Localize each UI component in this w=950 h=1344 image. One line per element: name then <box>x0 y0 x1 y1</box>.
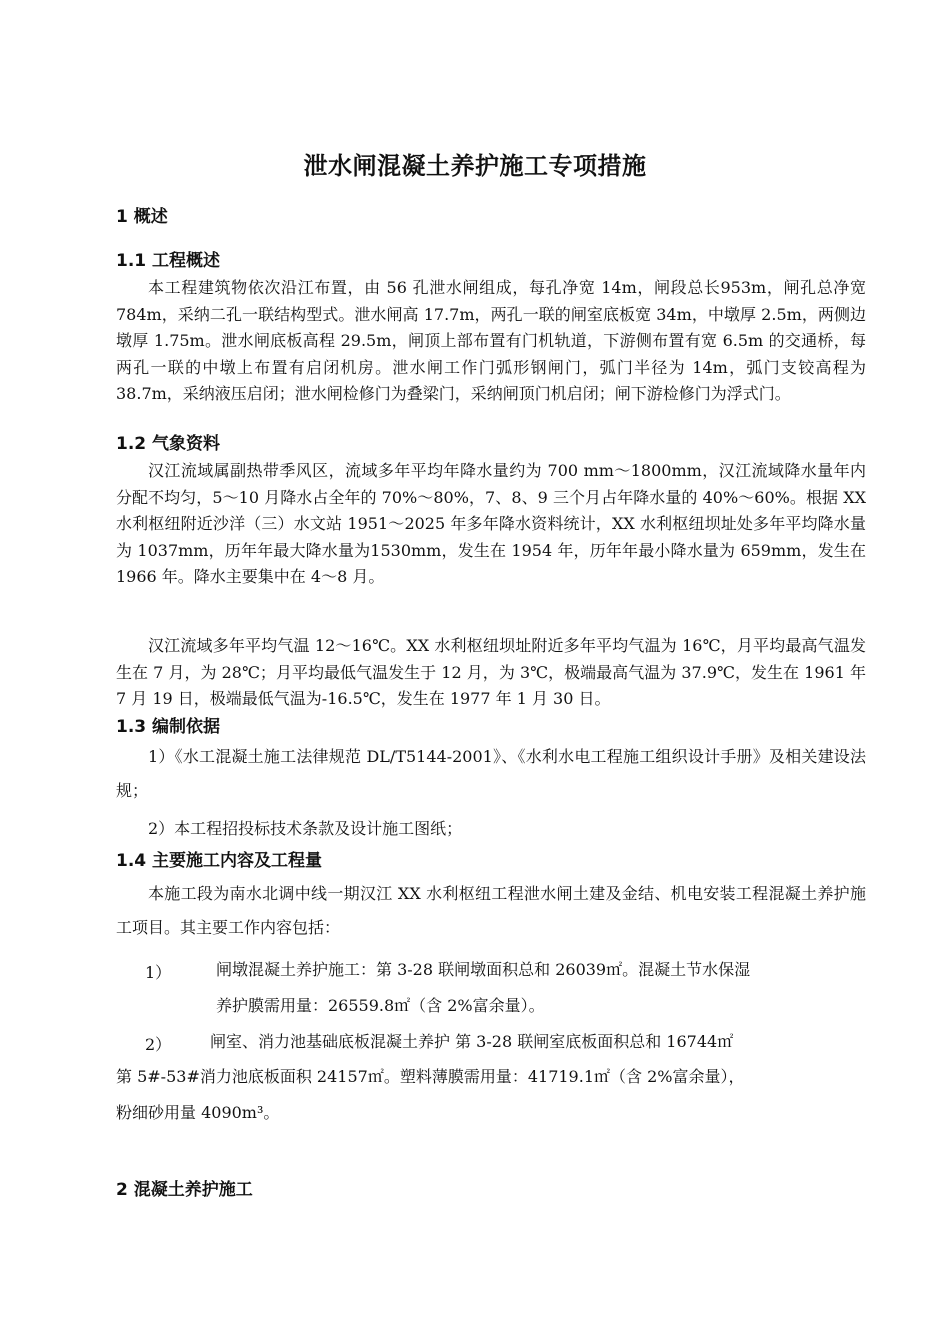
heading-1-1: 1.1 工程概述 <box>116 251 221 271</box>
basis-item-2: 2）本工程招投标技术条款及设计施工图纸； <box>148 819 463 838</box>
heading-2: 2 混凝土养护施工 <box>116 1180 253 1200</box>
list-item-2-line-2: 第 5#-53#消力池底板面积 24157㎡。塑料薄膜需用量：41719.1㎡（含 2%富余量）， <box>116 1067 745 1086</box>
list-item-1-line-1: 闸墩混凝土养护施工：第 3-28 联闸墩面积总和 26039㎡。混凝土节水保湿 <box>216 960 751 979</box>
paragraph-main-content: 本施工段为南水北调中线一期汉江 XX 水利枢纽工程泄水闸土建及金结、机电安装工程混凝土养护施工项目。其主要工作内容包括： <box>116 884 866 937</box>
heading-1-3: 1.3 编制依据 <box>116 717 221 737</box>
paragraph-project-overview: 本工程建筑物依次沿江布置，由 56 孔泄水闸组成，每孔净宽 14m，闸段总长953m，闸孔总净宽 784m，采纳二孔一联结构型式。泄水闸高 17.7m，两孔一联的闸室底板宽 34m，中墩厚 2.5m，两侧边墩厚 1.75m。泄水闸底板高程 29.5m，闸顶上部布置有门机轨道，下游侧布置有宽 6.5m 的交通桥，每两孔一联的中墩上布置有启闭机房。泄水闸工作门弧形钢闸门，弧门半径为 14m，弧门支铰高程为 38.7m，采纳液压启闭；泄水闸检修门为叠梁门，采纳闸顶门机启闭；闸下游检修门为浮式门。 <box>116 278 866 403</box>
list-item-1-number: 1） <box>145 963 172 982</box>
document-title: 泄水闸混凝土养护施工专项措施 <box>303 152 647 180</box>
heading-1: 1 概述 <box>116 207 168 227</box>
paragraph-precipitation: 汉江流域属副热带季风区，流域多年平均年降水量约为 700 mm～1800mm，汉江流域降水量年内分配不均匀，5～10 月降水占全年的 70%～80%，7、8、9 三个月占年降水量的 40%～60%。根据 XX 水利枢纽附近沙洋（三）水文站 1951～2025 年多年降水资料统计，XX 水利枢纽坝址处多年平均降水量为 1037mm，历年年最大降水量为1530mm，发生在 1954 年，历年年最小降水量为 659mm，发生在 1966 年。降水主要集中在 4～8 月。 <box>116 461 866 586</box>
paragraph-temperature: 汉江流域多年平均气温 12～16℃。XX 水利枢纽坝址附近多年平均气温为 16℃，月平均最高气温发生在 7 月，为 28℃；月平均最低气温发生于 12 月，为 3℃，极端最高气温为 37.9℃，发生在 1961 年 7 月 19 日，极端最低气温为-16.5℃，发生在 1977 年 1 月 30 日。 <box>116 636 866 708</box>
list-item-2-number: 2） <box>145 1035 172 1054</box>
list-item-1-line-2: 养护膜需用量：26559.8㎡（含 2%富余量）。 <box>216 996 545 1015</box>
basis-item-1: 1）《水工混凝土施工法律规范 DL/T5144-2001》、《水利水电工程施工组织设计手册》及相关建设法规； <box>116 747 866 800</box>
list-item-2-line-1: 闸室、消力池基础底板混凝土养护 第 3-28 联闸室底板面积总和 16744㎡ <box>210 1032 734 1051</box>
list-item-2-line-3: 粉细砂用量 4090m³。 <box>116 1103 280 1122</box>
heading-1-2: 1.2 气象资料 <box>116 434 221 454</box>
heading-1-4: 1.4 主要施工内容及工程量 <box>116 851 323 871</box>
